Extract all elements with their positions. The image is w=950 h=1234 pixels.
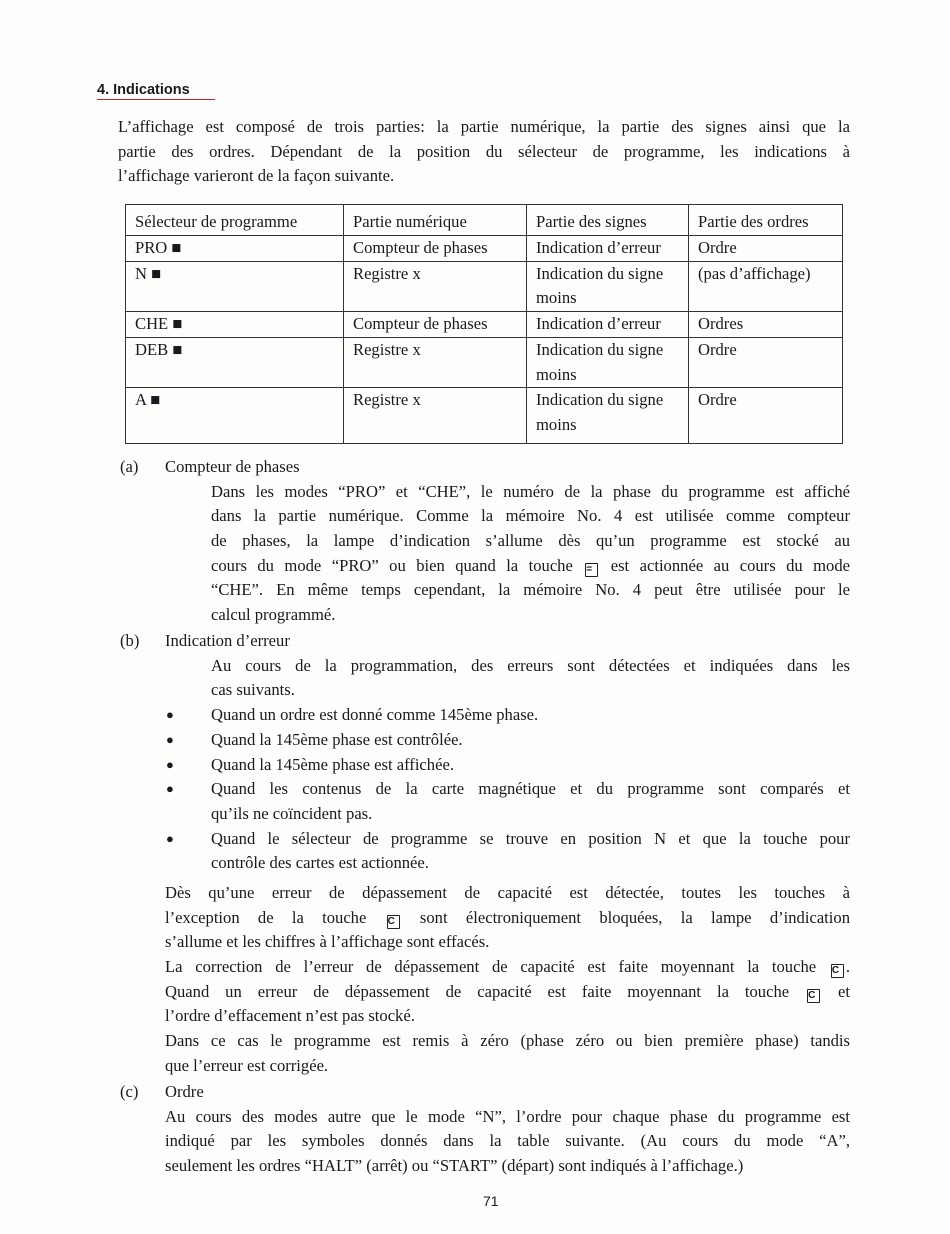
table-cell: Compteur de phases	[344, 236, 527, 262]
text-line: Quand la 145ème phase est affichée.	[211, 754, 454, 774]
bullet-icon: ●	[166, 781, 174, 797]
text-line: s’allume et les chiffres à l’affichage sont effacés.	[165, 932, 490, 952]
bullet-icon: ●	[166, 830, 174, 846]
table-cell: Compteur de phases	[344, 312, 527, 338]
section-b-paragraphs	[165, 881, 850, 1079]
table-cell: Ordres	[689, 312, 843, 338]
text-line: seulement les ordres “HALT” (arrêt) ou “START” (départ) sont indiqués à l’affichage.)	[165, 1156, 744, 1176]
table-cell: Indication du signe moins	[527, 337, 689, 387]
table-cell: CHE ■	[126, 312, 344, 338]
table-cell: Ordre	[689, 388, 843, 444]
bullet-icon: ●	[166, 731, 174, 747]
text-line: partie des ordres. Dépendant de la position du sélecteur de programme, les indications à	[118, 141, 850, 161]
item-title: Indication d’erreur	[165, 631, 290, 650]
text-line: que l’erreur est corrigée.	[165, 1055, 329, 1075]
table-row	[126, 337, 843, 387]
table-cell: (pas d’affichage)	[689, 261, 843, 311]
text-line: Dans les modes “PRO” et “CHE”, le numéro de la phase du programme est affiché	[211, 481, 850, 501]
table-row	[126, 236, 843, 262]
key-clear-icon: C	[831, 964, 844, 978]
column-header: Sélecteur de programme	[126, 205, 344, 236]
section-heading: 4. Indications	[97, 82, 215, 100]
text-block	[211, 480, 850, 628]
text-block	[211, 777, 850, 826]
table-cell: Indication d’erreur	[527, 236, 689, 262]
bullet-icon: ●	[166, 707, 174, 723]
text-line: L’affichage est composé de trois parties: la partie numérique, la partie des signes ainsi que la	[118, 117, 850, 136]
table-cell: Registre x	[344, 337, 527, 387]
text-line: Quand la 145ème phase est contrôlée.	[211, 729, 463, 749]
text-line: qu’ils ne coïncident pas.	[211, 803, 373, 823]
table-cell: Indication du signe moins	[527, 388, 689, 444]
intro-paragraph	[118, 115, 850, 189]
table-header-row	[126, 205, 843, 236]
column-header: Partie des signes	[527, 205, 689, 236]
text-block	[211, 728, 850, 753]
text-block	[211, 827, 850, 876]
column-header: Partie des ordres	[689, 205, 843, 236]
item-label: (a)	[120, 457, 139, 476]
item-label: (b)	[120, 631, 140, 650]
text-line: calcul programmé.	[211, 605, 336, 625]
text-line: “CHE”. En même temps cependant, la mémoire No. 4 peut être utilisée pour le	[211, 580, 850, 600]
text-line: de phases, la lampe d’indication s’allume dès qu’un programme est stocké au	[211, 531, 850, 551]
table-cell: N ■	[126, 261, 344, 311]
table-row	[126, 261, 843, 311]
text-line: Quand un ordre est donné comme 145ème phase.	[211, 705, 539, 725]
table-cell: Indication d’erreur	[527, 312, 689, 338]
bullet-icon: ●	[166, 756, 174, 772]
text-line: Au cours de la programmation, des erreurs sont détectées et indiquées dans les	[211, 655, 850, 675]
key-clear-icon: C	[387, 915, 400, 929]
table-cell: Indication du signe moins	[527, 261, 689, 311]
text-line: l’affichage varieront de la façon suivante.	[118, 166, 395, 186]
text-line: l’ordre d’effacement n’est pas stocké.	[165, 1006, 415, 1026]
text-block	[211, 654, 850, 703]
page-number: 71	[483, 1193, 499, 1209]
table-row	[126, 388, 843, 444]
text-line: cas suivants.	[211, 680, 295, 700]
text-line: Quand un erreur de dépassement de capacité est faite moyennant la touche C et	[165, 981, 850, 1001]
key-equals-icon: =	[585, 563, 598, 577]
table-cell: DEB ■	[126, 337, 344, 387]
item-title: Compteur de phases	[165, 457, 300, 476]
text-block	[211, 703, 850, 728]
table-cell: PRO ■	[126, 236, 344, 262]
table-cell: Ordre	[689, 337, 843, 387]
table-row	[126, 312, 843, 338]
text-line: Quand les contenus de la carte magnétique et du programme sont comparés et	[211, 779, 850, 799]
text-line: La correction de l’erreur de dépassement de capacité est faite moyennant la touche C .	[165, 957, 850, 977]
text-line: contrôle des cartes est actionnée.	[211, 853, 429, 873]
item-title: Ordre	[165, 1082, 204, 1101]
display-table	[125, 204, 843, 444]
text-line: Dès qu’une erreur de dépassement de capacité est détectée, toutes les touches à	[165, 883, 850, 902]
key-clear-icon: C	[807, 989, 820, 1003]
text-line: Quand le sélecteur de programme se trouve en position N et que la touche pour	[211, 828, 850, 848]
table-cell: Ordre	[689, 236, 843, 262]
text-block	[165, 1105, 850, 1179]
text-line: Au cours des modes autre que le mode “N”, l’ordre pour chaque phase du programme est	[165, 1106, 850, 1126]
table-cell: Registre x	[344, 388, 527, 444]
item-label: (c)	[120, 1082, 139, 1101]
text-line: l’exception de la touche C sont électroniquement bloquées, la lampe d’indication	[165, 907, 850, 927]
text-line: Dans ce cas le programme est remis à zéro (phase zéro ou bien première phase) tandis	[165, 1031, 850, 1051]
column-header: Partie numérique	[344, 205, 527, 236]
text-block	[211, 753, 850, 778]
table-cell: A ■	[126, 388, 344, 444]
table-cell: Registre x	[344, 261, 527, 311]
text-line: indiqué par les symboles donnés dans la table suivante. (Au cours du mode “A”,	[165, 1131, 850, 1151]
text-line: dans la partie numérique. Comme la mémoire No. 4 est utilisée comme compteur	[211, 506, 850, 526]
text-line: cours du mode “PRO” ou bien quand la touche = est actionnée au cours du mode	[211, 555, 850, 575]
